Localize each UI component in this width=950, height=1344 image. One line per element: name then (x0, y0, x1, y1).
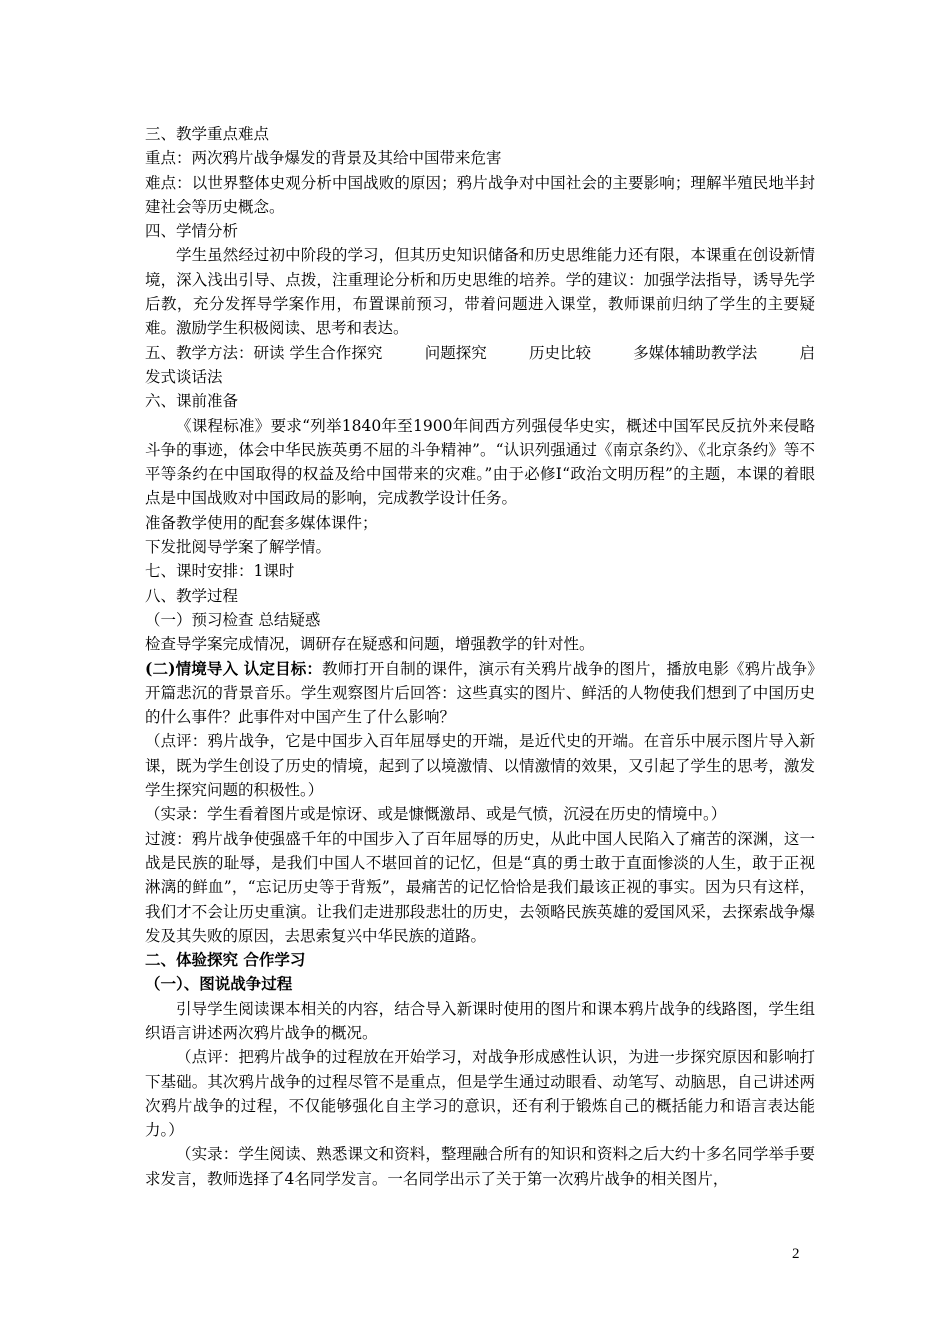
scenario-intro-heading: (二)情境导入 认定目标： (145, 658, 323, 678)
prep-item-1: 准备教学使用的配套多媒体课件； (145, 513, 378, 532)
transition: 过渡：鸦片战争使强盛千年的中国步入了百年屈辱的历史，从此中国人民陷入了痛苦的深渊，这一战是民族的耻辱，是我们中国人不堪回首的记忆，但是“真的勇士敢于直面惨淡的人生，敢于正视淋漓的鲜血”，“忘记历史等于背叛”，最痛苦的记忆恰恰是我们最该正视的事实。因为只有这样，我们才不会让历史重演。让我们走进那段悲壮的历史，去领略民族英雄的爱国风采，去探索战争爆发及其失败的原因，去思索复兴中华民族的道路。 (145, 829, 815, 945)
methods-part-b: 问题探究 (424, 343, 487, 362)
student-analysis: 学生虽然经过初中阶段的学习，但其历史知识储备和历史思维能力还有限，本课重在创设新情境，深入浅出引导、点拨，注重理论分析和历史思维的培养。学的建议：加强学法指导，诱导先学后教，充分发挥导学案作用，布置课前预习，带着问题进入课堂，教师课前归纳了学生的主要疑难。激励学生积极阅读、思考和表达。 (145, 246, 815, 338)
section-heading-6: 六、课前准备 (145, 392, 239, 411)
record-1: （实录：学生看着图片或是惊讶、或是慷慨激昂、或是气愤，沉浸在历史的情境中。） (145, 805, 727, 824)
methods-part-d: 多媒体辅助教学法 (633, 343, 758, 362)
guide-paragraph: 引导学生阅读课本相关的内容，结合导入新课时使用的图片和课本鸦片战争的线路图，学生组织语言讲述两次鸦片战争的概况。 (145, 999, 815, 1042)
section-heading-7: 七、课时安排：1课时 (145, 562, 295, 581)
subsection-preview: （一）预习检查 总结疑惑 (145, 610, 321, 629)
section-heading-8: 八、教学过程 (145, 586, 239, 605)
comment-1: （点评：鸦片战争，它是中国步入百年屈辱史的开端，是近代史的开端。在音乐中展示图片导入新课，既为学生创设了历史的情境，起到了以境激情、以情激情的效果，又引起了学生的思考，激发学生探究问题的积极性。） (145, 732, 815, 800)
methods-part-e: 启 (799, 343, 815, 362)
section-heading-4: 四、学情分析 (145, 222, 239, 241)
document-body (145, 122, 815, 1191)
section-heading-3: 三、教学重点难点 (145, 125, 270, 143)
page-number: 2 (792, 1246, 800, 1262)
difficulties: 难点：以世界整体史观分析中国战败的原因；鸦片战争对中国社会的主要影响；理解半殖民地半封建社会等历史概念。 (145, 173, 815, 216)
methods-continued: 发式谈话法 (145, 367, 223, 386)
scenario-intro-text: 教师打开自制的课件，演示有关鸦片战争的图片，播放电影《鸦片战争》开篇悲沉的背景音乐。学生观察图片后回答：这些真实的图片、鲜活的人物使我们想到了中国历史的什么事件？此事件对中国产生了什么影响？ (145, 659, 815, 727)
part-2-subheading: （一）、图说战争过程 (145, 974, 293, 994)
methods-part-a: 五、教学方法：研读 学生合作探究 (145, 343, 383, 362)
teaching-methods (145, 341, 815, 365)
comment-2: （点评：把鸦片战争的过程放在开始学习，对战争形成感性认识，为进一步探究原因和影响打下基础。其次鸦片战争的过程尽管不是重点，但是学生通过动眼看、动笔写、动脑思，自己讲述两次鸦片战争的过程，不仅能够强化自主学习的意识，还有利于锻炼自己的概括能力和语言表达能力。） (145, 1048, 815, 1140)
curriculum-standards: 《课程标准》要求“列举1840年至1900年间西方列强侵华史实，概述中国军民反抗外来侵略斗争的事迹，体会中华民族英勇不屈的斗争精神”。“认识列强通过《南京条约》、《北京条约》等不平等条约在中国取得的权益及给中国带来的灾难。”由于必修Ⅰ“政治文明历程”的主题，本课的着眼点是中国战败对中国政局的影响，完成教学设计任务。 (145, 416, 815, 508)
part-2-heading: 二、体验探究 合作学习 (145, 950, 306, 970)
methods-part-c: 历史比较 (528, 343, 591, 362)
record-2: （实录：学生阅读、熟悉课文和资料，整理融合所有的知识和资料之后大约十多名同学举手要求发言，教师选择了4名同学发言。一名同学出示了关于第一次鸦片战争的相关图片， (145, 1145, 815, 1188)
prep-item-2: 下发批阅导学案了解学情。 (145, 538, 332, 557)
key-points: 重点：两次鸦片战争爆发的背景及其给中国带来危害 (145, 149, 502, 168)
preview-check: 检查导学案完成情况，调研存在疑惑和问题，增强教学的针对性。 (145, 635, 595, 654)
scenario-intro (145, 657, 815, 730)
